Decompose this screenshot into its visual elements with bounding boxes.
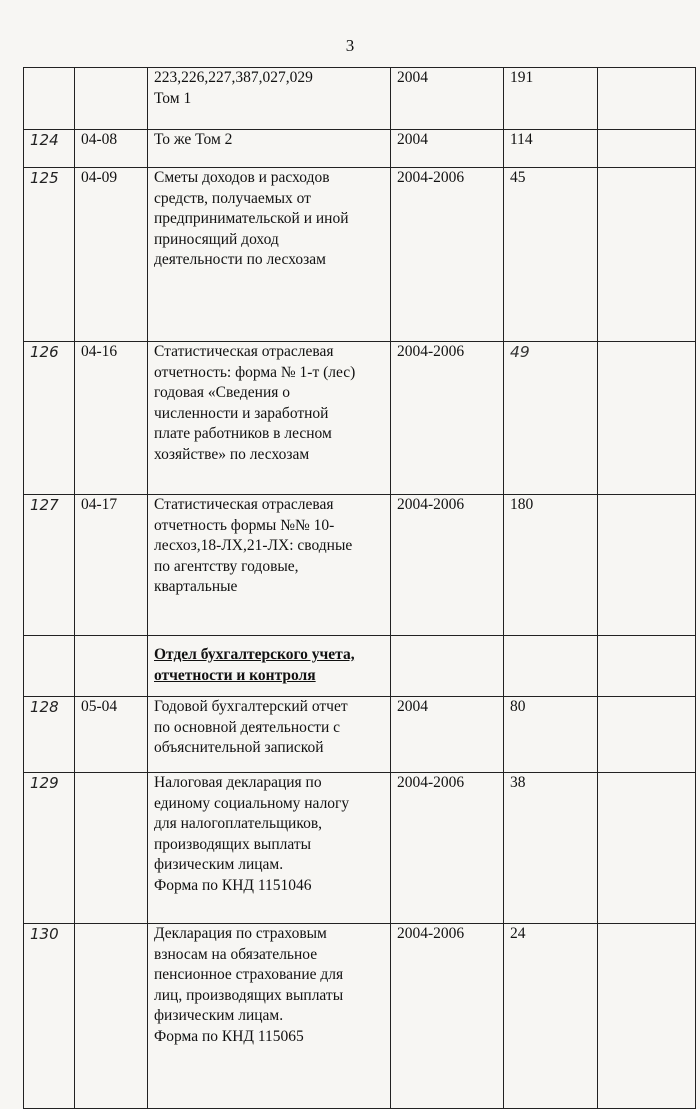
note-cell (598, 924, 696, 1109)
note-cell (598, 168, 696, 342)
number-cell: 126 (24, 342, 75, 495)
dates-cell: 2004 (391, 697, 504, 773)
title-line: лиц, производящих выплаты (154, 986, 344, 1004)
title-line: хозяйстве» по лесхозам (154, 445, 310, 463)
number-cell (24, 68, 75, 130)
title-line: для налогоплательщиков, (154, 815, 323, 833)
title-line: отчетность формы №№ 10- (154, 516, 335, 534)
count-cell: 38 (504, 773, 598, 924)
title-line: деятельности по лесхозам (154, 251, 326, 269)
title-line: производящих выплаты (154, 835, 312, 853)
title-line: приносящий доход (154, 230, 279, 248)
title-line: физическим лицам. (154, 856, 284, 874)
dates-cell (391, 636, 504, 697)
dates-cell: 2004 (391, 130, 504, 168)
section-row (24, 636, 696, 697)
table-row (24, 495, 696, 636)
title-cell (148, 773, 391, 924)
note-cell (598, 773, 696, 924)
count-cell: 45 (504, 168, 598, 342)
title-line: физическим лицам. (154, 1007, 284, 1025)
title-line: Том 1 (154, 89, 192, 107)
title-line: по агентству годовые, (154, 557, 299, 575)
title-line: объяснительной запиской (154, 739, 324, 757)
title-line: 223,226,227,387,027,029 (154, 69, 313, 86)
title-line: Налоговая декларация по (154, 774, 322, 791)
title-line: плате работников в лесном (154, 425, 332, 443)
number-cell: 130 (24, 924, 75, 1109)
index-cell: 04-08 (75, 130, 148, 168)
dates-cell: 2004 (391, 68, 504, 130)
note-cell (598, 495, 696, 636)
title-line: взносам на обязательное (154, 945, 318, 963)
count-cell: 80 (504, 697, 598, 773)
section-heading-cell (148, 636, 391, 697)
title-cell (148, 924, 391, 1109)
index-cell (75, 68, 148, 130)
title-line: годовая «Сведения о (154, 384, 291, 402)
title-cell (148, 495, 391, 636)
title-line: предпринимательской и иной (154, 210, 349, 228)
count-cell: 49 (504, 342, 598, 495)
dates-cell: 2004-2006 (391, 342, 504, 495)
title-line: средств, получаемых от (154, 189, 311, 207)
index-cell: 05-04 (75, 697, 148, 773)
title-cell (148, 68, 391, 130)
index-cell: 04-09 (75, 168, 148, 342)
title-line: Декларация по страховым (154, 925, 327, 942)
title-cell (148, 130, 391, 168)
note-cell (598, 636, 696, 697)
title-line: Форма по КНД 115065 (154, 1027, 304, 1045)
dates-cell: 2004-2006 (391, 168, 504, 342)
inventory-table (23, 67, 696, 1109)
title-line: по основной деятельности с (154, 718, 340, 736)
title-line: Сметы доходов и расходов (154, 169, 330, 186)
title-line: Статистическая отраслевая (154, 496, 334, 513)
number-cell: 128 (24, 697, 75, 773)
number-cell: 129 (24, 773, 75, 924)
index-cell: 04-16 (75, 342, 148, 495)
note-cell (598, 130, 696, 168)
section-heading-line: Отдел бухгалтерского учета, (154, 646, 355, 663)
title-line: Годовой бухгалтерский отчет (154, 698, 348, 715)
number-cell: 124 (24, 130, 75, 168)
title-line: Статистическая отраслевая (154, 343, 334, 360)
count-cell (504, 636, 598, 697)
count-cell: 191 (504, 68, 598, 130)
number-cell: 125 (24, 168, 75, 342)
count-cell: 114 (504, 130, 598, 168)
title-line: численности и заработной (154, 404, 329, 422)
title-line: пенсионное страхование для (154, 966, 344, 984)
number-cell (24, 636, 75, 697)
title-cell (148, 342, 391, 495)
count-cell: 24 (504, 924, 598, 1109)
title-cell (148, 168, 391, 342)
table-row (24, 773, 696, 924)
title-line: То же Том 2 (154, 131, 233, 148)
note-cell (598, 697, 696, 773)
count-cell: 180 (504, 495, 598, 636)
index-cell (75, 924, 148, 1109)
title-line: квартальные (154, 578, 238, 596)
note-cell (598, 342, 696, 495)
table-row (24, 697, 696, 773)
title-line: лесхоз,18-ЛХ,21-ЛХ: сводные (154, 537, 353, 555)
title-cell (148, 697, 391, 773)
index-cell (75, 636, 148, 697)
title-line: Форма по КНД 1151046 (154, 876, 312, 894)
title-line: отчетность: форма № 1-т (лес) (154, 363, 356, 381)
table-row (24, 130, 696, 168)
title-line: единому социальному налогу (154, 794, 350, 812)
dates-cell: 2004-2006 (391, 773, 504, 924)
table-row (24, 924, 696, 1109)
section-heading-line: отчетности и контроля (154, 667, 316, 684)
dates-cell: 2004-2006 (391, 924, 504, 1109)
page-number: 3 (345, 36, 355, 55)
table-row (24, 168, 696, 342)
table-row (24, 342, 696, 495)
dates-cell: 2004-2006 (391, 495, 504, 636)
note-cell (598, 68, 696, 130)
index-cell (75, 773, 148, 924)
number-cell: 127 (24, 495, 75, 636)
table-row (24, 68, 696, 130)
index-cell: 04-17 (75, 495, 148, 636)
